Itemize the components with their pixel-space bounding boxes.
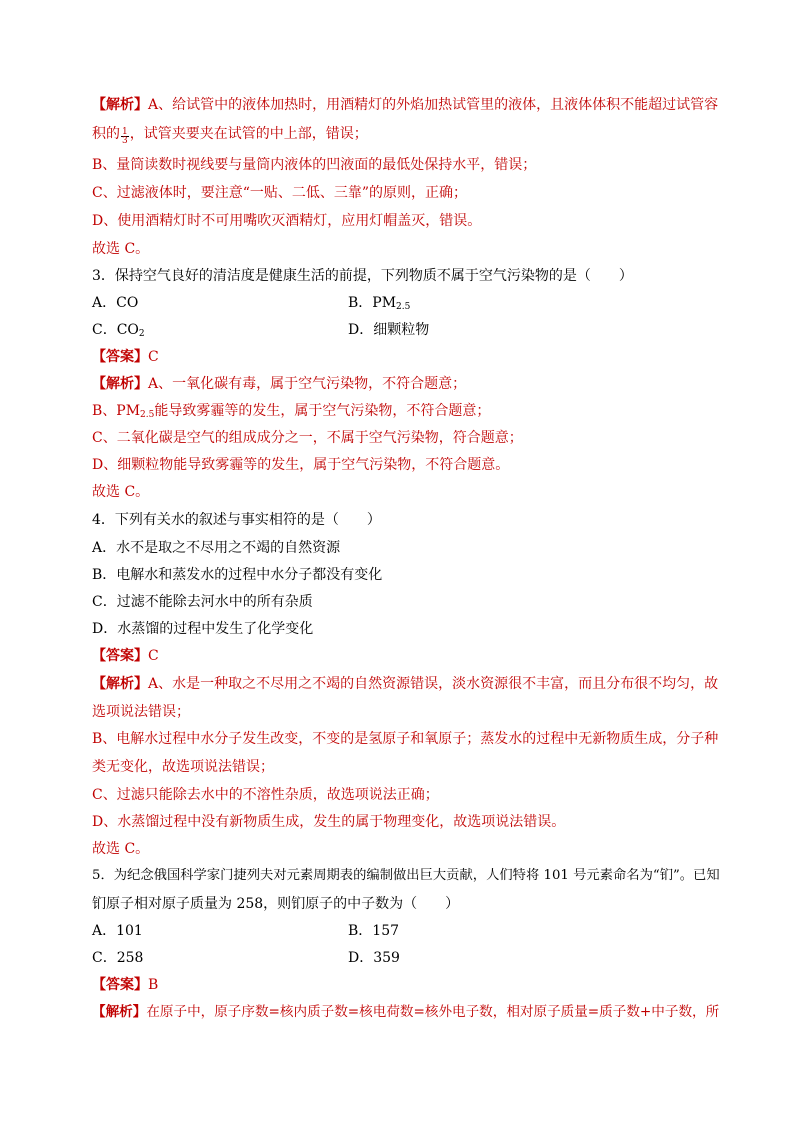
q5-option-b: B．157 [348, 923, 400, 939]
fraction-numerator: 1 [122, 127, 128, 137]
q3-analysis-b-sub: 2.5 [140, 410, 155, 420]
q3-stem: 3．保持空气良好的清洁度是健康生活的前提，下列物质不属于空气污染物的是（ ） [92, 268, 633, 284]
q3-option-c-text: C．CO [92, 322, 139, 338]
q3-analysis-d: D、细颗粒物能导致雾霾等的发生，属于空气污染物，不符合题意。 [92, 457, 510, 473]
q2-conclusion: 故选 C。 [92, 241, 150, 257]
q2-analysis-a-line2 [92, 124, 368, 145]
q3-option-b [348, 293, 410, 313]
q3-option-b-sub: 2.5 [396, 302, 411, 312]
q3-option-d: D．细颗粒物 [348, 322, 430, 338]
q3-analysis-b-post: 能导致雾霾等的发生，属于空气污染物，不符合题意； [154, 403, 491, 419]
q3-analysis-b [92, 401, 490, 421]
q4-option-d: D．水蒸馏的过程中发生了化学变化 [92, 621, 314, 637]
q3-answer-value: C [148, 349, 159, 365]
fraction-one-third [121, 128, 129, 145]
answer-tag: 【答案】 [92, 648, 148, 664]
q3-option-c [92, 320, 145, 340]
q2-analysis-c: C、过滤液体时，要注意“一贴、二低、三靠”的原则，正确； [92, 185, 468, 201]
q5-answer-value: B [148, 977, 159, 993]
q2-analysis-a-line1 [92, 95, 718, 115]
q5-answer [92, 975, 158, 995]
q3-option-c-sub: 2 [138, 329, 145, 339]
q4-analysis-b-line1: B、电解水过程中水分子发生改变，不变的是氢原子和氧原子；蒸发水的过程中无新物质生成，分子种 [92, 731, 719, 747]
q4-analysis-d: D、水蒸馏过程中没有新物质生成，发生的属于物理变化，故选项说法错误。 [92, 814, 566, 830]
q3-conclusion: 故选 C。 [92, 484, 150, 500]
q4-answer [92, 646, 159, 666]
q3-analysis-a-text: A、一氧化碳有毒，属于空气污染物，不符合题意； [148, 376, 467, 392]
q4-stem: 4．下列有关水的叙述与事实相符的是（ ） [92, 512, 381, 528]
q5-stem-line1: 5．为纪念俄国科学家门捷列夫对元素周期表的编制做出巨大贡献，人们特将 101 号元素命名为“钔”。已知 [92, 868, 720, 883]
answer-tag: 【答案】 [92, 349, 148, 365]
q4-analysis-c: C、过滤只能除去水中的不溶性杂质，故选项说法正确； [92, 787, 439, 803]
q2-analysis-a-post: ，试管夹要夹在试管的中上部，错误； [129, 126, 368, 142]
q4-analysis-b-line2: 类无变化，故选项说法错误； [92, 759, 274, 775]
q5-stem-line2: 钔原子相对原子质量为 258，则钔原子的中子数为（ ） [92, 896, 460, 912]
fraction-denominator: 3 [122, 136, 128, 146]
q5-analysis-text: 在原子中，原子序数=核内质子数=核电荷数=核外电子数，相对原子质量=质子数+中子数，所 [146, 1004, 720, 1020]
q4-analysis-a-text: A、水是一种取之不尽用之不竭的自然资源错误，淡水资源很不丰富，而且分布很不均匀，故 [148, 676, 719, 692]
q2-analysis-b: B、量筒读数时视线要与量筒内液体的凹液面的最低处保持水平，错误； [92, 157, 537, 173]
analysis-tag: 【解析】 [92, 97, 148, 113]
q2-analysis-a-pre: 积的 [92, 126, 120, 142]
analysis-tag: 【解析】 [92, 1004, 147, 1020]
answer-tag: 【答案】 [92, 977, 148, 993]
q3-answer [92, 347, 159, 367]
q5-option-c: C．258 [92, 950, 144, 966]
q4-conclusion: 故选 C。 [92, 841, 150, 857]
q3-analysis-a [92, 374, 466, 394]
q2-analysis-a-text: A、给试管中的液体加热时，用酒精灯的外焰加热试管里的液体，且液体体积不能超过试管容 [148, 97, 719, 113]
q2-analysis-d: D、使用酒精灯时不可用嘴吹灭酒精灯，应用灯帽盖灭，错误。 [92, 213, 482, 229]
q5-analysis [92, 1002, 719, 1022]
q4-analysis-a-line2: 选项说法错误； [92, 704, 190, 720]
q4-option-a: A．水不是取之不尽用之不竭的自然资源 [92, 540, 341, 556]
q4-option-b: B．电解水和蒸发水的过程中水分子都没有变化 [92, 567, 383, 583]
q5-option-d: D．359 [348, 950, 400, 966]
q4-answer-value: C [148, 648, 159, 664]
q4-option-c: C．过滤不能除去河水中的所有杂质 [92, 594, 313, 610]
q5-option-a: A．101 [92, 923, 143, 939]
q3-option-b-text: B．PM [348, 295, 397, 311]
q3-analysis-c: C、二氧化碳是空气的组成成分之一，不属于空气污染物，符合题意； [92, 430, 523, 446]
analysis-tag: 【解析】 [92, 676, 148, 692]
q3-analysis-b-pre: B、PM [92, 403, 141, 419]
analysis-tag: 【解析】 [92, 376, 148, 392]
q4-analysis-a-line1 [92, 674, 718, 694]
q3-option-a: A．CO [92, 295, 139, 311]
